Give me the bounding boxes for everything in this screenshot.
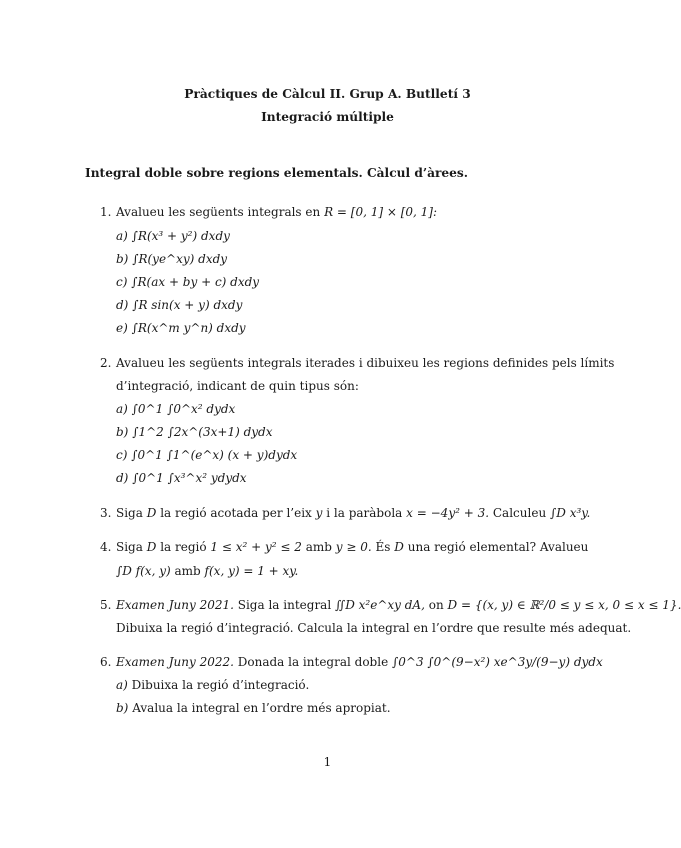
problem-6-exam: Examen Juny 2022. (116, 655, 234, 669)
problem-1-intro-text: Avalueu les següents integrals en (116, 205, 321, 219)
problem-2-expr-d: ∫0^1 ∫x³^x² ydydx (132, 471, 247, 485)
problem-6-integral: ∫0^3 ∫0^(9−x²) xe^3y/(9−y) dydx (392, 655, 603, 669)
problem-2-item-a: a) ∫0^1 ∫0^x² dydx (116, 402, 236, 416)
problem-2-expr-a: ∫0^1 ∫0^x² dydx (131, 402, 236, 416)
problem-5-number: 5. (100, 598, 112, 612)
problem-6-item-a: a) Dibuixa la regió d’integració. (116, 678, 310, 692)
problem-5-exam: Examen Juny 2021. (116, 598, 234, 612)
problem-3-integral: ∫D x³y. (550, 506, 591, 520)
problem-3-text: Siga D la regió acotada per l’eix y i la paràbola x = −4y² + 3. Calculeu ∫D x³y. (116, 506, 591, 520)
problem-1-item-c: c) ∫R(ax + by + c) dxdy (116, 275, 260, 289)
problem-2-item-c: c) ∫0^1 ∫1^(e^x) (x + y)dydx (116, 448, 298, 462)
problem-5-line2: Dibuixa la regió d’integració. Calcula la integral en l’ordre que resulte més adequat. (116, 621, 632, 635)
problem-3-parabola: x = −4y² + 3. (406, 506, 490, 520)
problem-1-item-d: d) ∫R sin(x + y) dxdy (116, 298, 243, 312)
problem-2-intro-line2: d’integració, indicant de quin tipus són: (116, 379, 359, 393)
problem-4-line1: Siga D la regió 1 ≤ x² + y² ≤ 2 amb y ≥ 0. És D una regió elemental? Avalueu (116, 540, 589, 554)
page-number: 1 (323, 755, 332, 769)
problem-1-item-a: a) ∫R(x³ + y²) dxdy (116, 229, 230, 243)
problem-4-line2: ∫D f(x, y) amb f(x, y) = 1 + xy. (116, 564, 299, 578)
problem-6-item-b: b) Avalua la integral en l’ordre més apropiat. (116, 701, 391, 715)
problem-6-number: 6. (100, 655, 112, 669)
problem-1-expr-c: ∫R(ax + by + c) dxdy (131, 275, 260, 289)
problem-1-item-b: b) ∫R(ye^xy) dxdy (116, 252, 228, 266)
problem-1-intro (116, 205, 437, 219)
problem-1-number: 1. (100, 205, 112, 219)
problem-1-expr-b: ∫R(ye^xy) dxdy (132, 252, 228, 266)
problem-4-number: 4. (100, 540, 112, 554)
problem-5-line1: Examen Juny 2021. Siga la integral ∬D x²e^xy dA, on D = {(x, y) ∈ ℝ²/0 ≤ y ≤ x, 0 ≤ x ≤ 1}. (116, 598, 681, 612)
problem-2-item-b: b) ∫1^2 ∫2x^(3x+1) dydx (116, 425, 273, 439)
problem-3-number: 3. (100, 506, 112, 520)
problem-1-expr-e: ∫R(x^m y^n) dxdy (131, 321, 246, 335)
problem-1-domain: R = [0, 1] × [0, 1]: (324, 205, 438, 219)
problem-6-line1: Examen Juny 2022. Donada la integral doble ∫0^3 ∫0^(9−x²) xe^3y/(9−y) dydx (116, 655, 603, 669)
problem-1-expr-a: ∫R(x³ + y²) dxdy (131, 229, 230, 243)
problem-2-expr-b: ∫1^2 ∫2x^(3x+1) dydx (132, 425, 273, 439)
problem-2-number: 2. (100, 356, 112, 370)
problem-2-intro-line1: Avalueu les següents integrals iterades i dibuixeu les regions definides pels límits (116, 356, 615, 370)
page-subtitle: Integració múltiple (261, 110, 394, 124)
problem-2-item-d: d) ∫0^1 ∫x³^x² ydydx (116, 471, 247, 485)
page-title: Pràctiques de Càlcul II. Grup A. Butlletí 3 (184, 87, 471, 101)
section-heading: Integral doble sobre regions elementals. Càlcul d’àrees. (85, 166, 469, 180)
problem-1-item-e: e) ∫R(x^m y^n) dxdy (116, 321, 246, 335)
problem-1-expr-d: ∫R sin(x + y) dxdy (132, 298, 243, 312)
problem-2-expr-c: ∫0^1 ∫1^(e^x) (x + y)dydx (131, 448, 298, 462)
